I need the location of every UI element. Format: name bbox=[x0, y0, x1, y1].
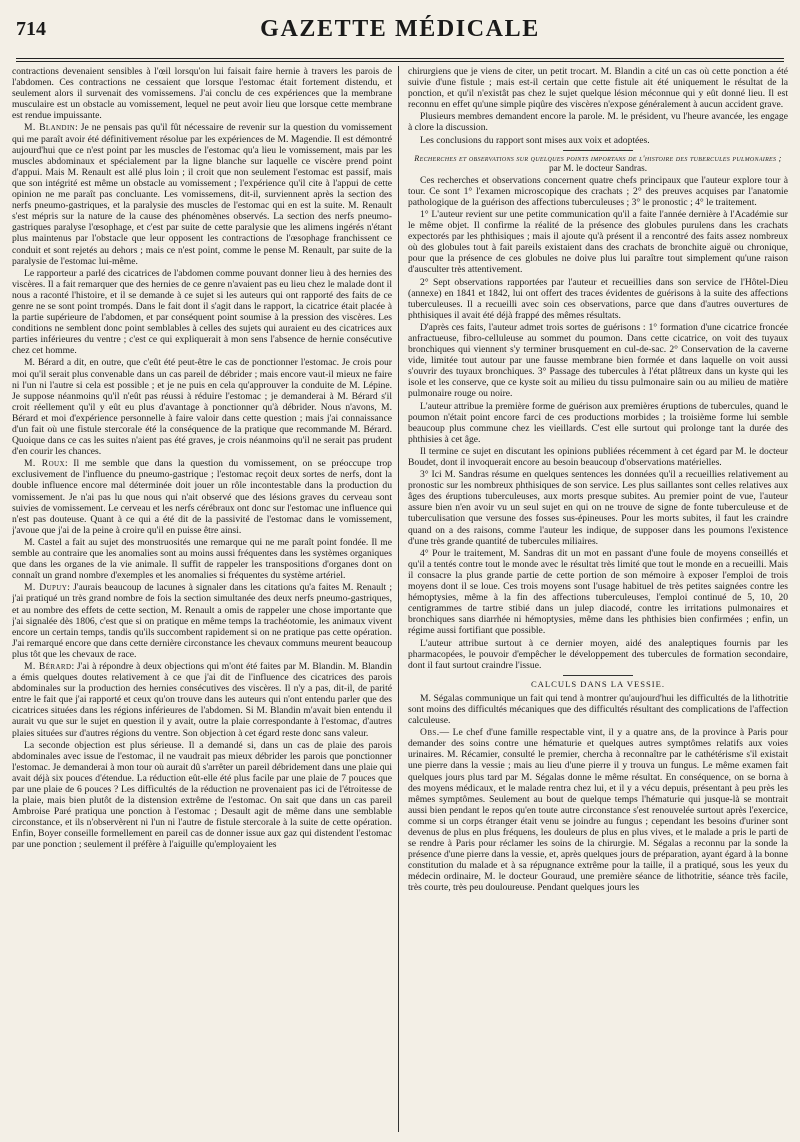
paragraph: 2° Sept observations rapportées par l'auteur et recueillies dans son service de l'Hôtel-Dieu (annexe) en 1841 et 1842, lui ont offert des traces évidentes de guérisons à la suite des affections tuberculeuses. Il a recueilli avec soin ces observations, parce que dans d'autres ouvertures de phthisiques il avait été déjà frappé des mêmes résultats. bbox=[408, 276, 788, 321]
column-divider bbox=[398, 66, 399, 1132]
header-rule-thin bbox=[16, 61, 784, 62]
paragraph: M. Bérard a dit, en outre, que c'eût été peut-être le cas de ponctionner l'estomac. Je crois pour moi qu'il serait plus convenable dans un cas pareil de débrider ; mais encore vaut-il mieux ne faire ni l'un ni l'autre si cela est possible ; et je ne puis en cela qu'approuver la conduite de M. Lépine. Je suppose néanmoins qu'il n'eût pas réussi à réduire l'estomac ; je demanderai à M. Bérard s'il croit réellement qu'il y eût eu plus d'avantage à ponctionner qu'à débrider. Nous n'avons, M. Bérard et moi d'expérience personnelle à faire valoir dans cette question ; mais j'ai connaissance d'un fait où une fistule stercorale été la conséquence de la pratique que recommande M. Bérard. Quoique dans ce cas les suites n'aient pas été graves, je crois néanmoins qu'il ne serait pas prudent d'en courir les chances. bbox=[12, 357, 392, 458]
paragraph: Les conclusions du rapport sont mises aux voix et adoptées. bbox=[420, 134, 650, 146]
speaker-name: M. Blandin bbox=[24, 122, 76, 134]
section-title bbox=[408, 154, 788, 174]
paragraph: La seconde objection est plus sérieuse. Il a demandé si, dans un cas de plaie des parois abdominales avec issue de l'estomac, il ne vaudrait pas mieux débrider les parois que ponctionner l'estomac. Je demanderai à mon tour où aurait dû s'arrêter un pareil débridement dans une plaie qui avait déjà six pouces d'étendue. La réduction eût-elle été plus facile par une plaie de 7 pouces que par une plaie de 6 pouces ? Les difficultés de la réduction ne provenaient pas ici de l'étroitesse de la plaie, mais bien plutôt de la distension extrême de l'estomac. On sait que dans un cas pareil Ambroise Paré pratiqua une ponction à l'estomac ; Desault agit de même dans une semblable circonstance, et ils n'observèrent ni l'un ni l'autre de fistule stercorale à la suite de cette opération. Enfin, Boyer conseille formellement en pareil cas de donner issue aux gaz qui distendent l'estomac par une ponction ; seulement il préfère à l'aiguille qu'employaient les bbox=[12, 739, 392, 851]
paragraph-text: : J'ai à répondre à deux objections qui m'ont été faites par M. Blandin. M. Blandin a émis quelques doutes relativement à ce que j'ai dit de l'influence des cicatrices des parois abdominales sur la production des hernies consécutives des viscères. Il n'y a pas, dit-il, de parité entre le fait que j'ai rapporté et ceux qu'on trouve dans les auteurs qui n'ont entendu parler que des cicatrices situées dans les régions inférieures de l'abdomen. Si M. Blandin m'avait bien entendu il aurait vu que sur le sujet en question il y avait, outre la plaie correspondante à l'estomac, d'autres plaies situées sur d'autres régions du ventre. Son objection à cet égard reste donc sans valeur. bbox=[12, 660, 392, 739]
paragraph: Plusieurs membres demandent encore la parole. M. le président, vu l'heure avancée, les engage à clore la discussion. bbox=[408, 111, 788, 134]
paragraph bbox=[408, 727, 788, 893]
paragraph: chirurgiens que je viens de citer, un petit trocart. M. Blandin a cité un cas où cette ponction a été suivie d'une fistule ; mais est-il certain que cette fistule ait été uniquement le résultat de la ponction, et qu'il n'existât pas chez le sujet quelque lésion méconnue qui y eût donné lieu. Il est reconnu en effet qu'une simple piqûre des viscères n'expose généralement à aucun accident grave. bbox=[408, 66, 788, 111]
paragraph bbox=[12, 122, 392, 266]
paragraph: M. Ségalas communique un fait qui tend à montrer qu'aujourd'hui les difficultés de la lithotritie sont moins des difficultés mécaniques que des difficultés résultant des complications de l'affection calculeuse. bbox=[408, 692, 788, 727]
paragraph-text: — Le chef d'une famille respectable vint, il y a quatre ans, de la province à Paris pour demander des soins contre une hématurie et quelques autres symptômes relatifs aux voies urinaires. M. Récamier, consulté le premier, chercha à reconnaître par le cathétérisme s'il existait une pierre dans la vessie ; mais au lieu d'une pierre il y trouva un fungus. Le même examen fait quelques jours plus tard par M. Ségalas donne le même résultat. En conséquence, on se borna à des moyens médicaux, et le malade rentra chez lui, et il y a vécu depuis, présentant à peu près les mêmes symptômes. Seulement au bout de quelque temps l'hématurie qui jusque-là se montrait aussi bien pendant le repos qu'en toute autre circonstance s'est renouvelée surtout après l'exercice, comme si un corps étranger était venu se joindre au fungus ; cependant les besoins d'uriner sont devenus de plus en plus fréquens, les douleurs de plus en plus vives, et le malade a pris le parti de se rendre à Paris pour réclamer les soins de la chirurgie. M. Ségalas a reconnu par la sonde la présence d'une pierre dans la vessie, et, après quelques jours de préparation, ayant égard à la bonne constitution du malade et à sa répugnance extrême pour la taille, il a pratiqué, sous les yeux du médecin ordinaire, M. le docteur Gouraud, une première séance de lithotritie, séance très facile, très courte, très peu douloureuse. Pendant quelques jours les bbox=[408, 727, 788, 894]
speaker-name: M. Roux bbox=[24, 458, 65, 470]
speaker-name: M. Dupuy bbox=[24, 582, 68, 594]
paragraph: M. Castel a fait au sujet des monstruosités une remarque qui ne me paraît point fondée. Il me semble au contraire que les anomalies sont au moins aussi fréquentes dans les systèmes organiques que dans les organes de la vie animale. Il suffit de rappeler les transpositions d'organes dont on connaît un grand nombre d'exemples et les anomalies si fréquentes du système artériel. bbox=[12, 536, 392, 582]
paragraph bbox=[12, 661, 392, 739]
section-rule bbox=[563, 675, 633, 676]
header-rule bbox=[16, 58, 784, 59]
paragraph: L'auteur attribue surtout à ce dernier moyen, aidé des analeptiques fournis par les pharmacopées, le pouvoir d'empêcher le développement des tubercules de formation secondaire, dont il faut surtout craindre l'issue. bbox=[408, 637, 788, 671]
paragraph: Il termine ce sujet en discutant les opinions publiées récemment à cet égard par M. le docteur Boudet, dont il invoquerait encore au besoin beaucoup d'observations matérielles. bbox=[408, 445, 788, 468]
section-title-text: Recherches et observations sur quelques points importans de l'histoire des tubercules pulmonaires ; bbox=[414, 153, 782, 163]
left-column bbox=[12, 66, 392, 1136]
section-author: par M. le docteur Sandras. bbox=[548, 163, 648, 174]
paragraph: Le rapporteur a parlé des cicatrices de l'abdomen comme pouvant donner lieu à des hernies des viscères. Il a fait remarquer que des hernies de ce genre n'avaient pas eu lieu chez le malade dont il nous a raconté l'histoire, et il se demande à ce sujet si les auteurs qui ont rapporté des faits de ce genre ne se sont point trompés. Dans le fait dont il s'agit dans le rapport, la cicatrice était placée à la partie supérieure de l'abdomen, et par conséquent point soumise à la pression des viscères. Les conditions ne semblent donc point semblables à celles des sujets qui auraient eu des cicatrices aux parties inférieures du ventre ; c'est ce qui expliquerait à mon sens l'absence de hernie consécutive chez cet homme. bbox=[12, 267, 392, 357]
paragraph: Ces recherches et observations concernent quatre chefs principaux que l'auteur explore tour à tour. Ce sont 1° l'examen microscopique des crachats ; 2° des preuves acquises par l'anatomie pathologique de la guérison des affections tuberculeuses ; 3° le pronostic ; 4° le traitement. bbox=[408, 174, 788, 208]
paragraph: 3° Ici M. Sandras résume en quelques sentences les données qu'il a recueillies relativement au pronostic sur les nombreux phthisiques de son service. Les plus saillantes sont celles relatives aux âges des éruptions tuberculeuses, aux morts presque subites. Au premier point de vue, l'auteur assure bien n'en avoir vu un seul sujet en qui on ne trouve de signe de fonte tuberculeuse et de tuberculisation que versune des fosses sus-épineuses. Pour les morts subites, il faut les craindre quand on a des raisons, comme l'auteur les indique, de supposer dans les poumons l'existence d'une très grande quantité de tubercules miliaires. bbox=[408, 469, 788, 547]
observation-label: Obs. bbox=[420, 727, 440, 739]
paragraph bbox=[12, 582, 392, 660]
paragraph: 4° Pour le traitement, M. Sandras dit un mot en passant d'une foule de moyens conseillés et qu'il a tentés contre tout le monde avec le résultat très limité que tout le monde en a recueilli. Mais il consacre la plus grande partie de cette portion de son mémoire à exposer l'emploi de trois moyens dont il se loue. Ces trois moyens sont l'usage habituel de très petites saignées contre les hémoptysies, même à la fin des affections tuberculeuses, l'emploi continué de 5, 10, 20 centigrammes de tartre stibié dans un julep diacodé, contre les irritations pulmonaires et bronchiques sans diarrhée ni hémoptysies, même dans les phthisies bien confirmées ; enfin, un régime aussi fortifiant que possible. bbox=[408, 547, 788, 637]
journal-title: GAZETTE MÉDICALE bbox=[260, 16, 540, 42]
paragraph bbox=[12, 458, 392, 536]
right-column bbox=[408, 66, 788, 1136]
paragraph: contractions devenaient sensibles à l'œil lorsqu'on lui faisait faire hernie à travers les parois de l'abdomen. Ces contractions ne cessaient que lorsque l'estomac était fortement distendu, et seulement alors il survenait des vomissemens. J'ai conclu de ces expériences que la membrane musculaire est un obstacle au vomissement, lequel ne peut avoir lieu que lorsque cette membrane est rendue impuissante. bbox=[12, 66, 392, 122]
paragraph: L'auteur attribue la première forme de guérison aux premières éruptions de tubercules, quand le poumon n'était point encore farci de ces productions morbides ; la troisième forme lui semble beaucoup plus commune chez les vieillards. C'est elle surtout qui prolonge tant la durée des phthisies à cet âge. bbox=[408, 400, 788, 445]
paragraph: D'après ces faits, l'auteur admet trois sortes de guérisons : 1° formation d'une cicatrice froncée anfractueuse, fibro-celluleuse au sommet du poumon. Dans cette cicatrice, on voit des tuyaux bronchiques qui viennent s'y terminer brusquement en cul-de-sac. 2° Conservation de la caverne vide, limitée tout autour par une fausse membrane bien formée et dans laquelle on voit aussi s'ouvrir des tuyaux bronchiques. 3° Passage des tubercules à l'état plâtreux dans un kyste qui les isole et les conserve, que ce kyste soit au milieu du tissu pulmonaire sain ou au milieu de matière pulmonaire rouge ou noire. bbox=[408, 321, 788, 400]
paragraph-text: : Il me semble que dans la question du vomissement, on se préoccupe trop exclusivement de l'influence du pneumo-gastrique ; l'estomac reçoit deux sortes de nerfs, dont la double influence encore mal déterminée doit jouer un rôle incontestable dans la production du vomissement. Je n'ai pas lu que nous qui n'ait observé que des lésions graves du cerveau sont suivies de vomissement. Le cerveau et les nerfs cérébraux ont donc sur l'estomac une influence qui n'est pas douteuse. Quant à ce qui a été dit de la passivité de l'estomac dans le vomissement, j'avoue que j'ai de la peine à croire qu'il en puisse être ainsi. bbox=[12, 458, 392, 536]
section-rule bbox=[563, 150, 633, 151]
page-header bbox=[16, 16, 784, 50]
paragraph: 1° L'auteur revient sur une petite communication qu'il a faite l'année dernière à l'Académie sur le même objet. Il confirme la réalité de la présence des globules purulens dans les crachats expectorés par les phthisiques ; mais il ajoute qu'à présent il a rencontré des faits assez nombreux où des globules tout à fait pareils existaient dans des crachats de bronchite aiguë ou chronique, pour que la présence de ces globules ne doive plus lui paraître tout simplement qu'une raison d'ausculter très attentivement. bbox=[408, 208, 788, 276]
paragraph-text: : Je ne pensais pas qu'il fût nécessaire de revenir sur la question du vomissement qui me paraît avoir été définitivement résolue par les expériences de M. Magendie. Il est démontré aujourd'hui que ce n'est point par les muscles de l'estomac qu'a lieu le vomissement, mais par les muscles abdominaux et spécialement par la ligne blanche sur laquelle ce viscère prend point d'appui. Mais M. Renault est allé plus loin ; il croit que non seulement l'estomac est passif, mais que son intégrité est même un obstacle au vomissement ; l'expérience qu'il cite à l'appui de cette opinion ne me paraît pas concluante. Les vomissemens, dit-il, surviennent après la section des nerfs pneumo-gastriques, et la paralysie des muscles de l'estomac qui en est la suite. M. Renault s'est mépris sur la nature de la cause des phénomènes observés. La section des nerfs pneumo-gastriques paralyse l'œsophage, et c'est par suite de cette paralysie que les alimens ingérés n'étant plus maintenus par l'obstacle que leur opposent les contractions de l'œsophage franchissent ce conduit et sont rejetés au dehors ; mais ce n'est point, comme le pense M. Renault, par suite de la paralysie de l'estomac lui-même. bbox=[12, 122, 392, 267]
subsection-title: CALCULS DANS LA VESSIE. bbox=[530, 678, 666, 689]
paragraph-text: : J'aurais beaucoup de lacunes à signaler dans les citations qu'a faites M. Renault ; j'ai pratiqué un très grand nombre de fois la section simultanée des deux nerfs pneumo-gastriques, et au nombre des effets de cette section, M. Renault a omis de rappeler une chose importante que j'ai signalée dès 1806, c'est que si on pratique en même temps la trachéotomie, les animaux vivent encore un certain temps, tandis qu'ils succombent rapidement si on ne pratique pas cette opération. J'ai remarqué encore que dans cette dernière circonstance les chevaux communs meurent beaucoup plus tôt que les chevaux de race. bbox=[12, 582, 392, 660]
speaker-name: M. Bérard bbox=[24, 660, 72, 672]
page-number: 714 bbox=[16, 18, 46, 40]
